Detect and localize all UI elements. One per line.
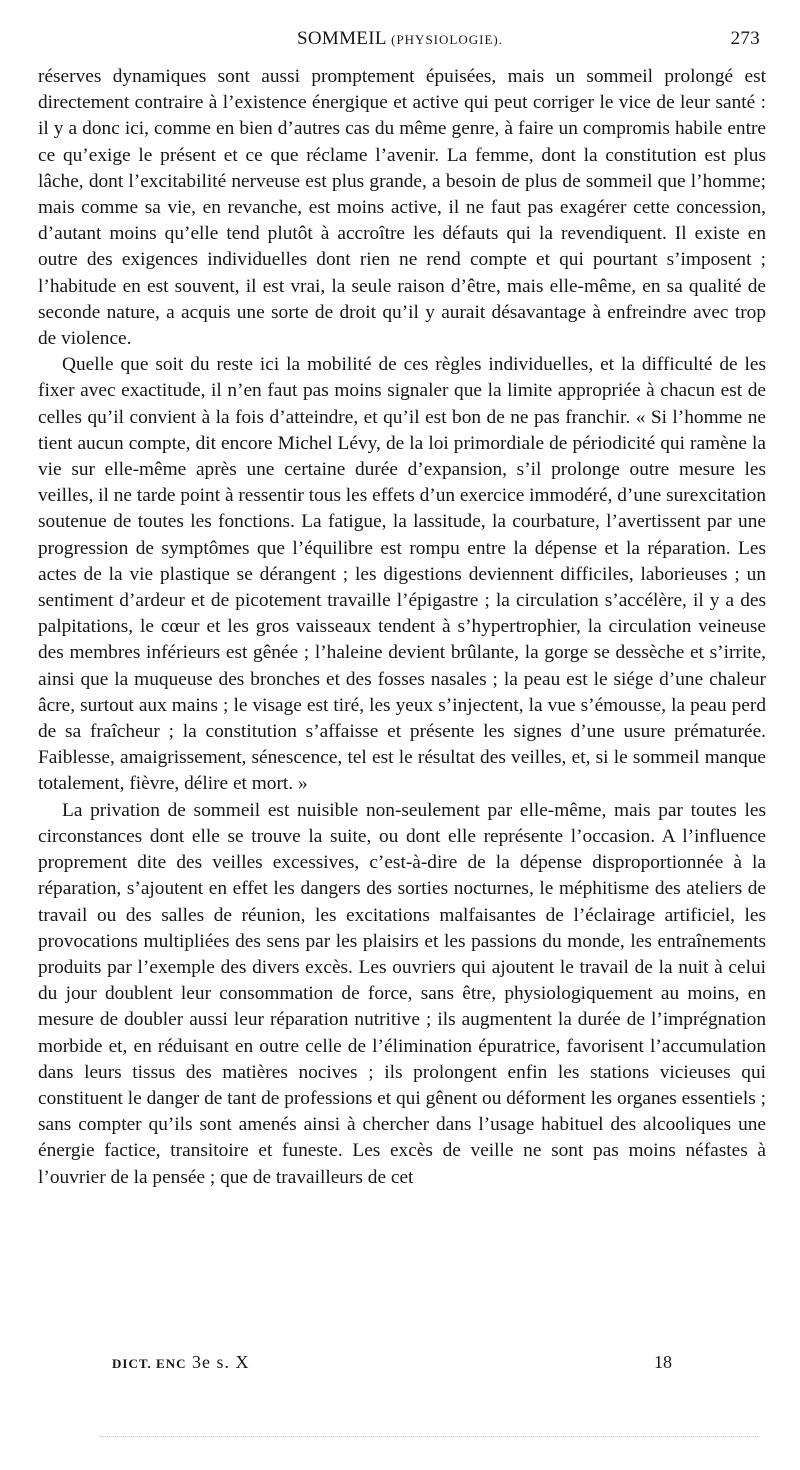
sheet-number: 18: [654, 1352, 672, 1372]
signature-mark: [112, 1352, 250, 1373]
signature-abbrev: DICT. ENC: [112, 1356, 187, 1371]
paragraph-continued: réserves dynamiques sont aussi promptement épuisées, mais un sommeil prolongé est directement contraire à l’existence énergique et active qui peut corriger le vice de leur santé : il y a donc ici, comme en bien d’autres cas du même genre, à faire un compromis habile entre ce qu’exige le présent et ce que réclame l’avenir. La femme, dont la constitution est plus lâche, dont l’excitabilité nerveuse est plus grande, a besoin de plus de sommeil que l’homme; mais comme sa vie, en revanche, est moins active, il ne faut pas exagérer cette concession, d’autant moins qu’elle tend plutôt à accroître les défauts qui la revendiquent. Il existe en outre des exigences individuelles dont rien ne rend compte et qui pourtant s’imposent ; l’habitude en est souvent, il est vrai, la seule raison d’être, mais elle-même, en sa qualité de seconde nature, a acquis une sorte de droit qu’il y aurait désavantage à enfreindre avec trop de violence.: [38, 66, 766, 350]
body-text: [38, 64, 766, 1191]
paragraph-quotation: Quelle que soit du reste ici la mobilité de ces règles individuelles, et la difficulté de les fixer avec exactitude, il n’en faut pas moins signaler que la limite appropriée à chacun est de celles qu’il convient à la fois d’atteindre, et qu’il est bon de ne pas franchir. « Si l’homme ne tient aucun compte, dit encore Michel Lévy, de la loi primordiale de périodicité qui ramène la vie sur elle-même après une certaine durée d’expansion, s’il prolonge outre mesure les veilles, il ne tarde point à ressentir tous les effets d’un exercice immodéré, d’une surexcitation soutenue de toutes les fonctions. La fatigue, la lassitude, la courbature, l’avertissent par une progression de symptômes que l’équilibre est rompu entre la dépense et la réparation. Les actes de la vie plastique se dérangent ; les digestions deviennent difficiles, laborieuses ; un sentiment d’ardeur et de picotement travaille l’épigastre ; la circulation s’accélère, il y a des palpitations, le cœur et les gros vaisseaux tendent à s’hypertrophier, la circulation veineuse des membres inférieurs est gênée ; l’haleine devient brûlante, la gorge se dessèche et s’irrite, ainsi que la muqueuse des bronches et des fosses nasales ; la peau est le siége d’une chaleur âcre, surtout aux mains ; le visage est tiré, les yeux s’injectent, la vue s’émousse, la peau perd de sa fraîcheur ; la constitution s’affaisse et présente les signes d’une usure prématurée. Faiblesse, amaigrissement, sénescence, tel est le résultat des veilles, et, si le sommeil manque totalement, fièvre, délire et mort. »: [38, 354, 767, 795]
signature-series: 3e s. X: [192, 1352, 250, 1372]
paragraph-sleep-deprivation: La privation de sommeil est nuisible non-seulement par elle-même, mais par toutes les circonstances dont elle se trouve la suite, ou dont elle représente l’occasion. A l’influence proprement dite des veilles excessives, c’est-à-dire de la dépense disproportionnée à la réparation, s’ajoutent en effet les dangers des sorties nocturnes, le méphitisme des ateliers de travail ou des salles de réunion, les excitations malfaisantes de l’éclairage artificiel, les provocations multipliées des sens par les plaisirs et les passions du monde, les entraînements produits par l’exemple des divers excès. Les ouvriers qui ajoutent le travail de la nuit à celui du jour doublent leur consommation de force, sans être, physiologiquement au moins, en mesure de doubler aussi leur réparation nutritive ; ils augmentent la durée de l’imprégnation morbide et, en réduisant en outre celle de l’élimination épuratrice, favorisent l’accumulation dans leurs tissus des matières nocives ; ils prolongent enfin les stations vicieuses qui constituent le danger de tant de professions et qui gênent ou déforment les organes essentiels ; sans compter qu’ils sont amenés ainsi à chercher dans l’usage habituel des alcooliques une énergie factice, transitoire et funeste. Les excès de veille ne sont pas moins néfastes à l’ouvrier de la pensée ; que de travailleurs de cet: [38, 799, 766, 1188]
page-number: 273: [730, 28, 760, 49]
bottom-divider: [100, 1436, 760, 1437]
running-title: [34, 28, 766, 50]
page-footer: [112, 1352, 692, 1380]
running-title-subtitle: (PHYSIOLOGIE).: [391, 32, 503, 47]
running-header: [34, 28, 766, 60]
running-title-main: SOMMEIL: [297, 28, 387, 49]
